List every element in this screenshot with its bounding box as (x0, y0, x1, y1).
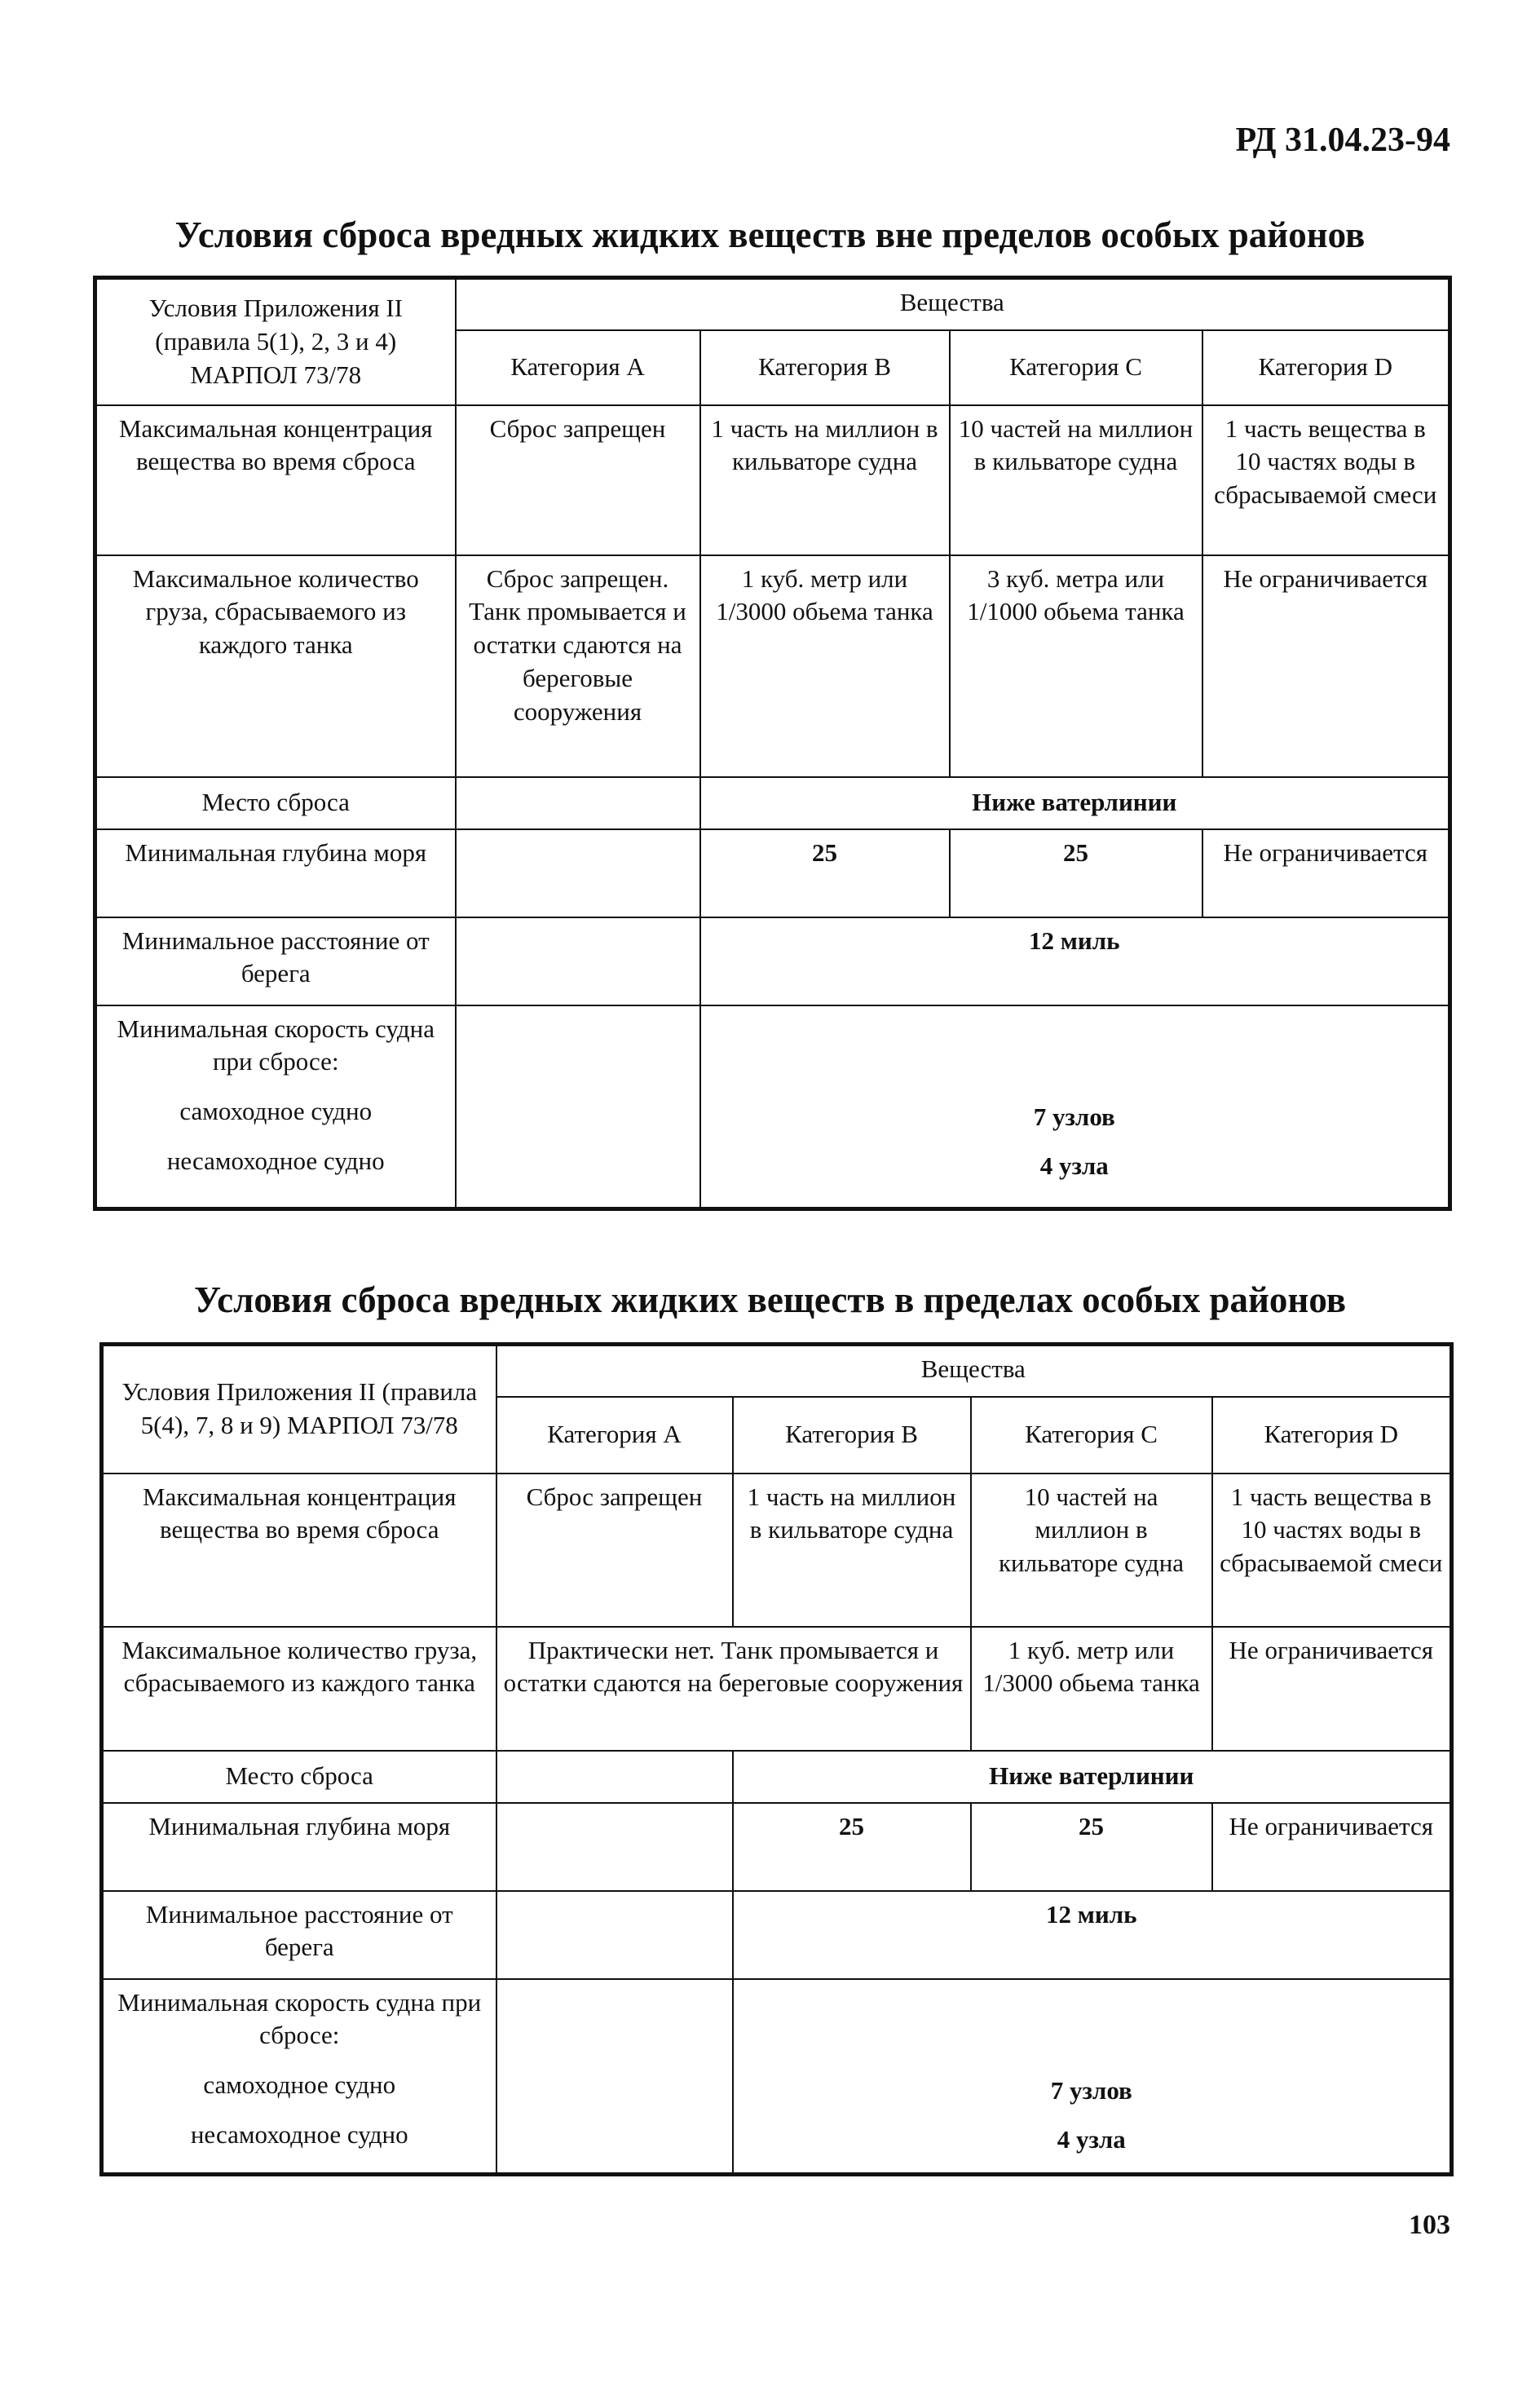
table2-substances-header: Вещества (496, 1345, 1452, 1397)
table1-min-depth-c: 25 (950, 829, 1202, 917)
table2-min-distance-value: 12 миль (733, 1891, 1452, 1979)
table1-min-speed-values (700, 1005, 1450, 1209)
table2-self-propelled-speed: 7 узлов (1050, 2075, 1132, 2105)
table2-max-quantity-c: 1 куб. метр или 1/3000 обьема танка (971, 1627, 1212, 1751)
table1-corner-cell: Условия Приложения II (правила 5(1), 2, 3 и 4) МАРПОЛ 73/78 (95, 278, 456, 405)
table1-min-distance-label: Минимальное расстояние от берега (95, 917, 456, 1005)
table2-min-depth-b: 25 (733, 1803, 971, 1891)
table1-min-distance-a (456, 917, 700, 1005)
table1-max-concentration-c: 10 частей на миллион в кильваторе судна (950, 405, 1202, 555)
table1-max-quantity-b: 1 куб. метр или 1/3000 обьема танка (700, 555, 950, 777)
table1-category-b: Категория В (700, 330, 950, 405)
table1-min-speed-label: Минимальная скорость судна при сбросе: (117, 1014, 435, 1076)
table1-substances-header: Вещества (456, 278, 1450, 330)
table2-category-d: Категория D (1212, 1397, 1452, 1474)
table1-category-a: Категория А (456, 330, 700, 405)
table1-non-self-propelled-speed: 4 узла (1039, 1151, 1109, 1181)
table1-max-quantity-label: Максимальное количество груза, сбрасываемого из каждого танка (95, 555, 456, 777)
table2-max-concentration-b: 1 часть на миллион в кильваторе судна (733, 1474, 971, 1627)
table2-category-a: Категория А (496, 1397, 733, 1474)
table1-max-concentration-b: 1 часть на миллион в кильваторе судна (700, 405, 950, 555)
table1 (93, 276, 1452, 1211)
document-id: РД 31.04.23-94 (1235, 122, 1450, 159)
table2-min-depth-a (496, 1803, 733, 1891)
table1-title: Условия сброса вредных жидких веществ вне пределов особых районов (174, 214, 1366, 255)
table2-title: Условия сброса вредных жидких веществ в пределах особых районов (193, 1279, 1347, 1320)
table2-discharge-place-a (496, 1751, 733, 1803)
table1-min-depth-a (456, 829, 700, 917)
table1-discharge-place-a (456, 777, 700, 829)
table2-max-concentration-d: 1 часть вещества в 10 частях воды в сбрасываемой смеси (1212, 1474, 1452, 1627)
table2-max-quantity-label: Максимальное количество груза, сбрасываемого из каждого танка (102, 1627, 496, 1751)
table2-category-c: Категория С (971, 1397, 1212, 1474)
table2-min-speed-values (733, 1979, 1452, 2175)
table2-non-self-propelled-speed: 4 узла (1057, 2125, 1126, 2154)
table1-category-d: Категория D (1202, 330, 1450, 405)
table2-max-quantity-d: Не ограничивается (1212, 1627, 1452, 1751)
table2-min-distance-a (496, 1891, 733, 1979)
table2-discharge-place-value: Ниже ватерлинии (733, 1751, 1452, 1803)
table1-max-quantity-c: 3 куб. метра или 1/1000 обьема танка (950, 555, 1202, 777)
table1-min-depth-d: Не ограничивается (1202, 829, 1450, 917)
table2-min-speed-label: Минимальная скорость судна при сбросе: (117, 1987, 482, 2050)
table2-discharge-place-label: Место сброса (102, 1751, 496, 1803)
table2 (99, 1342, 1454, 2176)
table2-min-distance-label: Минимальное расстояние от берега (102, 1891, 496, 1979)
table2-min-speed-label-cell (102, 1979, 496, 2175)
table2-non-self-propelled-label: несамоходное судно (190, 2120, 408, 2150)
table1-discharge-place-value: Ниже ватерлинии (700, 777, 1450, 829)
table1-category-c: Категория С (950, 330, 1202, 405)
page-number: 103 (1409, 2210, 1450, 2240)
table2-max-concentration-a: Сброс запрещен (496, 1474, 733, 1627)
table1-max-concentration-d: 1 часть вещества в 10 частях воды в сбрасываемой смеси (1202, 405, 1450, 555)
table2-min-depth-d: Не ограничивается (1212, 1803, 1452, 1891)
table1-non-self-propelled-label: несамоходное судно (166, 1147, 385, 1176)
table1-min-speed-a (456, 1005, 700, 1209)
table2-max-concentration-label: Максимальная концентрация вещества во время сброса (102, 1474, 496, 1627)
table1-min-depth-b: 25 (700, 829, 950, 917)
table1-max-quantity-a: Сброс запрещен. Танк промывается и остатки сдаются на береговые сооружения (456, 555, 700, 777)
table1-max-concentration-a: Сброс запрещен (456, 405, 700, 555)
table1-min-speed-label-cell (95, 1005, 456, 1209)
table2-self-propelled-label: самоходное судно (203, 2070, 396, 2100)
table1-max-quantity-d: Не ограничивается (1202, 555, 1450, 777)
table1-discharge-place-label: Место сброса (95, 777, 456, 829)
table2-category-b: Категория В (733, 1397, 971, 1474)
table2-max-quantity-ab: Практически нет. Танк промывается и остатки сдаются на береговые сооружения (496, 1627, 971, 1751)
table2-min-depth-c: 25 (971, 1803, 1212, 1891)
table1-max-concentration-label: Максимальная концентрация вещества во время сброса (95, 405, 456, 555)
table2-min-speed-a (496, 1979, 733, 2175)
table1-self-propelled-label: самоходное судно (179, 1097, 373, 1126)
table1-min-distance-value: 12 миль (700, 917, 1450, 1005)
table1-min-depth-label: Минимальная глубина моря (95, 829, 456, 917)
table2-corner-cell: Условия Приложения II (правила 5(4), 7, 8 и 9) МАРПОЛ 73/78 (102, 1345, 496, 1474)
table2-max-concentration-c: 10 частей на миллион в кильваторе судна (971, 1474, 1212, 1627)
table1-self-propelled-speed: 7 узлов (1033, 1102, 1115, 1131)
table2-min-depth-label: Минимальная глубина моря (102, 1803, 496, 1891)
